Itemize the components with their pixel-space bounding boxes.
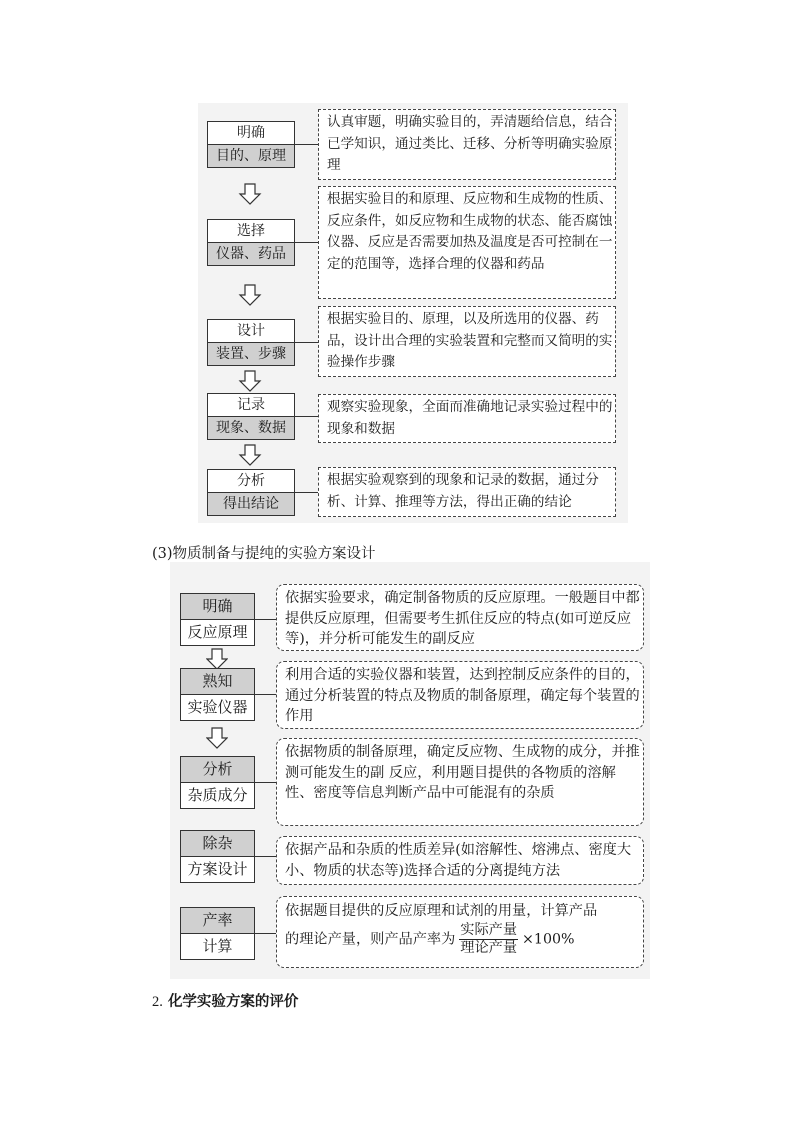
connector-line <box>254 619 277 620</box>
step-box-1 <box>180 593 255 646</box>
step-description-4: 观察实验现象，全面而准确地记录实验过程中的现象和数据 <box>318 394 616 443</box>
step-box-bottom: 方案设计 <box>181 857 254 882</box>
step-box-bottom: 仪器、药品 <box>208 243 294 265</box>
section-title: 化学实验方案的评价 <box>167 994 299 1010</box>
step-box-top: 分析 <box>208 470 294 493</box>
connector-line <box>294 416 318 417</box>
connector-line <box>254 782 277 783</box>
step-box-top: 设计 <box>208 320 294 343</box>
step-box-4 <box>207 393 295 440</box>
step-description-1: 认真审题，明确实验目的，弄清题给信息，结合已学知识，通过类比、迁移、分析等明确实验原理 <box>318 109 616 180</box>
step-description-4: 依据产品和杂质的性质差异(如溶解性、熔沸点、密度大小、物质的状态等)选择合适的分离提纯方法 <box>276 836 644 885</box>
step-box-bottom: 杂质成分 <box>181 783 254 808</box>
step-description-2: 根据实验目的和原理、反应物和生成物的性质、反应条件，如反应物和生成物的状态、能否腐蚀仪器、反应是否需要加热及温度是否可控制在一定的范围等，选择合理的仪器和药品 <box>318 186 616 299</box>
connector-line <box>294 144 318 145</box>
connector-line <box>254 694 277 695</box>
down-arrow-icon <box>238 444 262 466</box>
yield-formula-line <box>285 922 643 957</box>
section-number: 2. <box>152 994 163 1010</box>
step-box-bottom: 得出结论 <box>208 493 294 515</box>
step-box-bottom: 反应原理 <box>181 620 254 645</box>
step-box-bottom: 装置、步骤 <box>208 343 294 365</box>
step-description-5 <box>276 896 644 968</box>
down-arrow-icon <box>238 370 262 392</box>
step-box-bottom: 目的、原理 <box>208 145 294 167</box>
step-box-top: 分析 <box>181 757 254 783</box>
step-box-top: 明确 <box>208 122 294 145</box>
description-text: 的理论产量，则产品产率为 <box>285 931 456 948</box>
down-arrow-icon <box>238 183 262 205</box>
step-box-1 <box>207 121 295 168</box>
fraction-denominator: 理论产量 <box>460 940 518 956</box>
connector-line <box>254 856 277 857</box>
down-arrow-icon <box>206 648 228 670</box>
connector-line <box>294 242 318 243</box>
step-box-3 <box>180 756 255 809</box>
step-box-4 <box>180 830 255 883</box>
description-text: ×100% <box>522 931 575 948</box>
step-description-5: 根据实验观察到的现象和记录的数据，通过分析、计算、推理等方法，得出正确的结论 <box>318 467 616 517</box>
step-box-5 <box>180 907 255 960</box>
flowchart-experiment-design <box>198 103 628 523</box>
section-heading-3: (3)物质制备与提纯的实验方案设计 <box>152 546 376 562</box>
connector-line <box>254 933 277 934</box>
step-description-3: 依据物质的制备原理，确定反应物、生成物的成分，并推测可能发生的副 反应，利用题目提供的各物质的溶解性、密度等信息判断产品中可能混有的杂质 <box>276 738 644 826</box>
down-arrow-icon <box>206 727 228 749</box>
yield-fraction <box>459 922 518 957</box>
step-description-2: 利用合适的实验仪器和装置，达到控制反应条件的目的，通过分析装置的特点及物质的制备原理，确定每个装置的作用 <box>276 661 644 729</box>
step-description-1: 依据实验要求，确定制备物质的反应原理。一般题目中都提供反应原理，但需要考生抓住反应的特点(如可逆反应等)，并分析可能发生的副反应 <box>276 584 644 651</box>
step-box-top: 产率 <box>181 908 254 934</box>
step-box-2 <box>207 219 295 266</box>
step-box-top: 除杂 <box>181 831 254 857</box>
connector-line <box>294 492 318 493</box>
step-box-top: 选择 <box>208 220 294 243</box>
fraction-numerator: 实际产量 <box>460 922 518 938</box>
section-heading-2 <box>152 990 298 1011</box>
step-box-top: 记录 <box>208 394 294 417</box>
down-arrow-icon <box>238 284 262 306</box>
description-line: 依据题目提供的反应原理和试剂的用量，计算产品 <box>285 903 598 919</box>
flowchart-preparation-purification <box>170 562 650 979</box>
step-box-2 <box>180 668 255 721</box>
step-box-3 <box>207 319 295 366</box>
step-box-bottom: 实验仪器 <box>181 695 254 720</box>
connector-line <box>294 342 318 343</box>
step-box-5 <box>207 469 295 516</box>
step-box-top: 熟知 <box>181 669 254 695</box>
step-box-bottom: 现象、数据 <box>208 417 294 439</box>
step-box-top: 明确 <box>181 594 254 620</box>
step-box-bottom: 计算 <box>181 934 254 959</box>
step-description-3: 根据实验目的、原理，以及所选用的仪器、药品，设计出合理的实验装置和完整而又简明的实验操作步骤 <box>318 306 616 377</box>
